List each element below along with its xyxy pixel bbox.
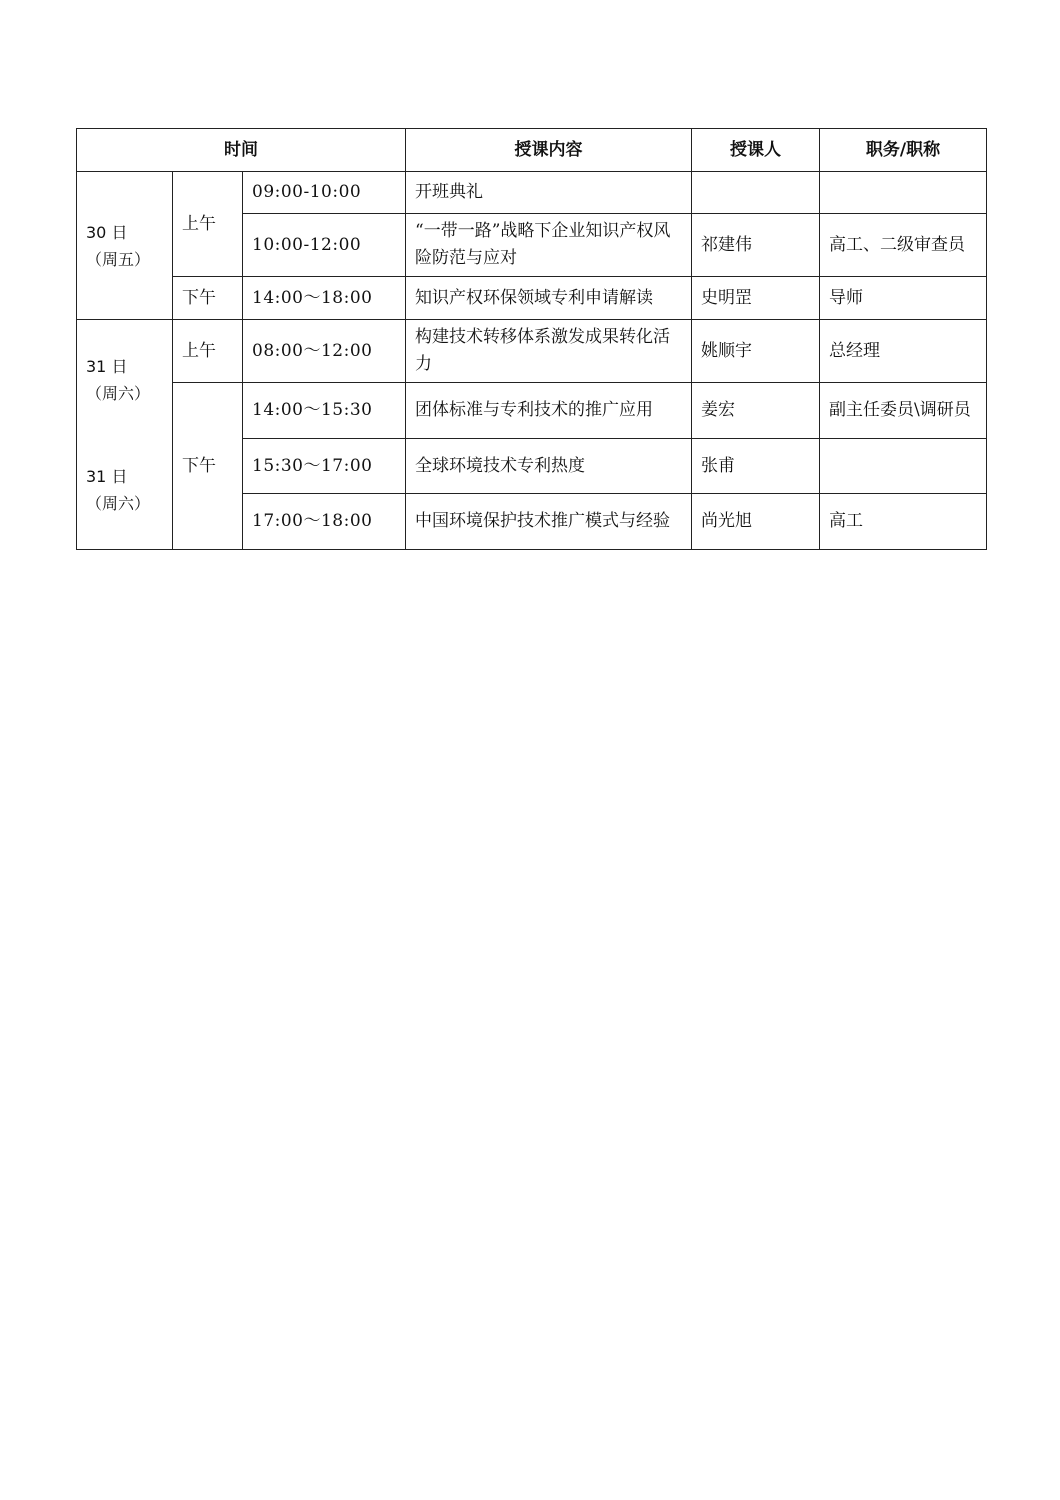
day-31-weekday-repeat: （周六）: [86, 493, 151, 513]
time-cell: 08:00～12:00: [243, 320, 406, 383]
table-row: [77, 172, 987, 214]
day-31-afternoon: 下午: [173, 383, 243, 550]
title-cell: 导师: [820, 277, 987, 320]
header-time: 时间: [77, 129, 406, 172]
time-cell: 14:00～18:00: [243, 277, 406, 320]
table-row: [77, 277, 987, 320]
schedule-table: [76, 128, 987, 550]
content-cell: 知识产权环保领域专利申请解读: [406, 277, 692, 320]
time-cell: 10:00-12:00: [243, 214, 406, 277]
day-30-date: 30 日: [86, 222, 128, 242]
title-cell: 高工: [820, 494, 987, 550]
day-31-date-repeat: 31 日: [86, 466, 128, 486]
title-cell: [820, 172, 987, 214]
content-cell: 中国环境保护技术推广模式与经验: [406, 494, 692, 550]
day-31-morning: 上午: [173, 320, 243, 383]
content-cell: “一带一路”战略下企业知识产权风险防范与应对: [406, 214, 692, 277]
day-30-morning: 上午: [173, 172, 243, 277]
lecturer-cell: 尚光旭: [692, 494, 820, 550]
content-cell: 开班典礼: [406, 172, 692, 214]
lecturer-cell: [692, 172, 820, 214]
content-cell: 团体标准与专利技术的推广应用: [406, 383, 692, 439]
lecturer-cell: 姜宏: [692, 383, 820, 439]
header-content: 授课内容: [406, 129, 692, 172]
header-row: [77, 129, 987, 172]
header-title: 职务/职称: [820, 129, 987, 172]
lecturer-cell: 史明罡: [692, 277, 820, 320]
content-cell: 全球环境技术专利热度: [406, 439, 692, 494]
time-cell: 17:00～18:00: [243, 494, 406, 550]
time-cell: 14:00～15:30: [243, 383, 406, 439]
day-31-date: 31 日: [86, 356, 128, 376]
header-lecturer: 授课人: [692, 129, 820, 172]
lecturer-cell: 张甫: [692, 439, 820, 494]
title-cell: 总经理: [820, 320, 987, 383]
title-cell: 副主任委员\调研员: [820, 383, 987, 439]
day-30-afternoon: 下午: [173, 277, 243, 320]
day-30-weekday: （周五）: [86, 249, 151, 269]
content-cell: 构建技术转移体系激发成果转化活力: [406, 320, 692, 383]
title-cell: [820, 439, 987, 494]
lecturer-cell: 姚顺宇: [692, 320, 820, 383]
time-cell: 15:30～17:00: [243, 439, 406, 494]
day-31-weekday: （周六）: [86, 383, 151, 403]
title-cell: 高工、二级审查员: [820, 214, 987, 277]
day-31-cell: [77, 320, 173, 550]
table-row: [77, 383, 987, 439]
day-30-cell: [77, 172, 173, 320]
time-cell: 09:00-10:00: [243, 172, 406, 214]
lecturer-cell: 祁建伟: [692, 214, 820, 277]
table-row: [77, 320, 987, 383]
